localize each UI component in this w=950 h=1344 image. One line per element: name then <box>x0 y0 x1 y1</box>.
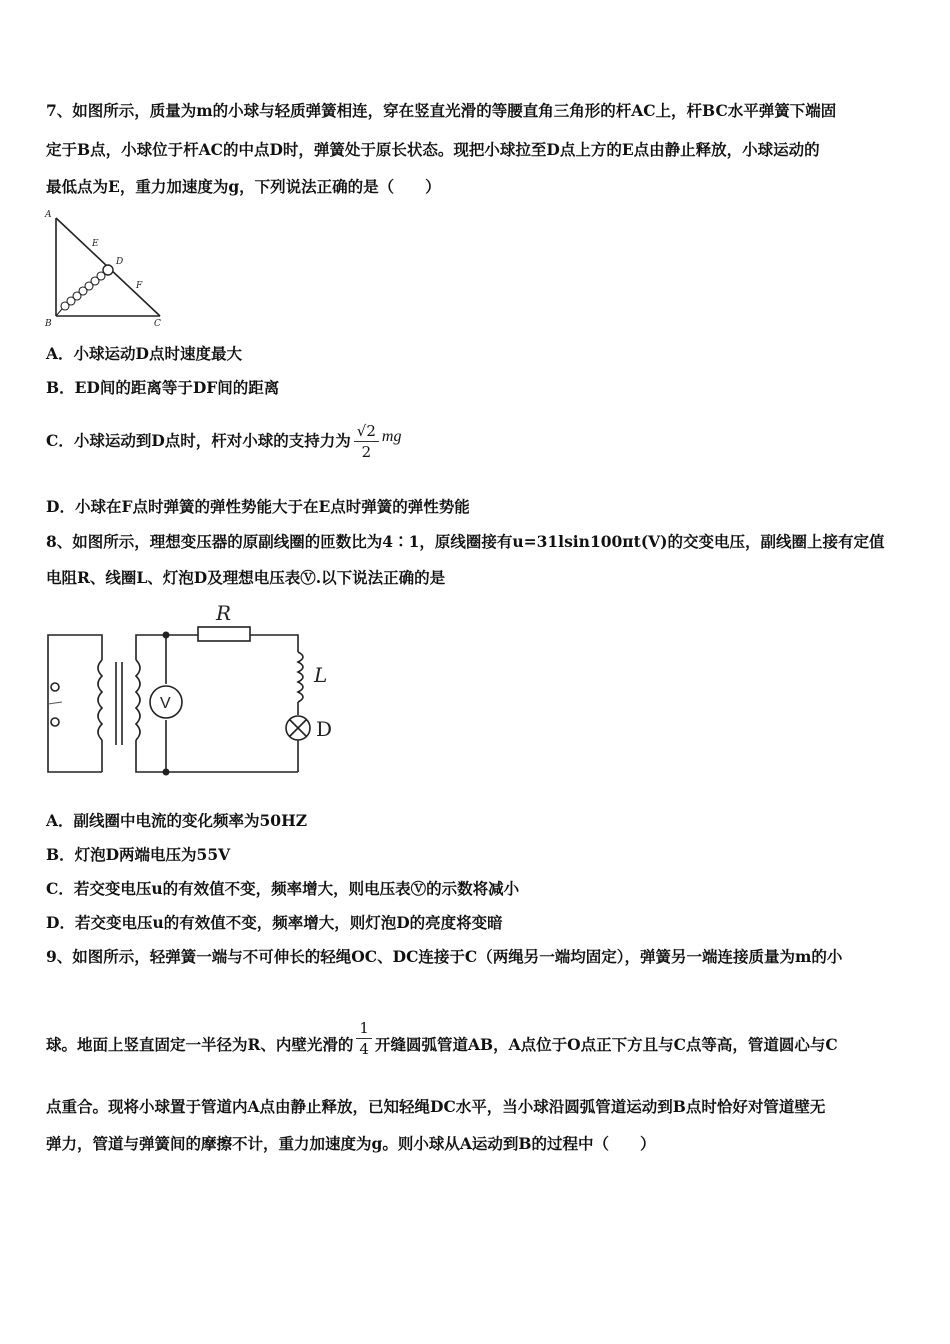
q8-stem-line-1: 8、如图所示，理想变压器的原副线圈的匝数比为4∶1，原线圈接有u=31lsin100πt(V)的交变电压，副线圈上接有定值 <box>46 532 885 551</box>
q7-option-a: A．小球运动D点时速度最大 <box>46 344 242 363</box>
lamp-label: D <box>316 717 333 741</box>
q7-option-b: B．ED间的距离等于DF间的距离 <box>46 378 280 397</box>
q7-option-c-fraction <box>354 421 379 462</box>
spring-coil <box>61 272 105 310</box>
label-a: A <box>45 210 52 220</box>
label-b: B <box>45 319 52 329</box>
fraction-numerator: √2 <box>354 421 379 442</box>
label-c: C <box>154 319 161 329</box>
q9-stem-line-4: 弹力，管道与弹簧间的摩擦不计，重力加速度为g。则小球从A运动到B的过程中（ ） <box>46 1134 656 1153</box>
q8-option-b: B．灯泡D两端电压为55V <box>46 845 231 864</box>
q7-stem-line-1: 7、如图所示，质量为m的小球与轻质弹簧相连，穿在竖直光滑的等腰直角三角形的杆AC上，杆BC水平弹簧下端固 <box>46 101 837 120</box>
q7-stem-line-3: 最低点为E，重力加速度为g，下列说法正确的是（ ） <box>46 177 441 196</box>
fraction-denominator: 2 <box>361 442 372 461</box>
ball <box>103 265 113 275</box>
q9-line-2-prefix: 球。地面上竖直固定一半径为R、内壁光滑的 <box>46 1035 354 1054</box>
q9-quarter-fraction <box>356 1018 372 1059</box>
fraction-denominator: 4 <box>359 1039 369 1058</box>
q8-option-c: C．若交变电压u的有效值不变，频率增大，则电压表Ⓥ的示数将减小 <box>46 879 520 898</box>
q9-line-2-suffix: 开缝圆弧管道AB，A点位于O点正下方且与C点等高，管道圆心与C <box>374 1035 838 1054</box>
q7-option-c-mg: mg <box>381 428 402 445</box>
q8-circuit-figure <box>40 600 350 782</box>
q8-option-d: D．若交变电压u的有效值不变，频率增大，则灯泡D的亮度将变暗 <box>46 913 503 932</box>
q9-stem-line-2 <box>46 1012 838 1064</box>
label-f: F <box>136 281 143 291</box>
label-e: E <box>92 239 99 249</box>
q7-option-d: D．小球在F点时弹簧的弹性势能大于在E点时弹簧的弹性势能 <box>46 497 470 516</box>
voltmeter-label: V <box>160 695 171 712</box>
q8-option-a: A．副线圈中电流的变化频率为50HZ <box>46 811 308 830</box>
q7-stem-line-2: 定于B点，小球位于杆AC的中点D时，弹簧处于原长状态。现把小球拉至D点上方的E点由静止释放，小球运动的 <box>46 140 820 159</box>
resistor-label: R <box>216 601 232 625</box>
q9-stem-line-1: 9、如图所示，轻弹簧一端与不可伸长的轻绳OC、DC连接于C（两绳另一端均固定），弹簧另一端连接质量为m的小 <box>46 947 843 966</box>
inductor-label: L <box>314 663 328 687</box>
q7-option-c-text: C．小球运动到D点时，杆对小球的支持力为 <box>46 431 351 450</box>
q8-stem-line-2: 电阻R、线圈L、灯泡D及理想电压表Ⓥ.以下说法正确的是 <box>46 568 446 587</box>
q9-stem-line-3: 点重合。现将小球置于管道内A点由静止释放，已知轻绳DC水平，当小球沿圆弧管道运动到B点时恰好对管道壁无 <box>46 1097 826 1116</box>
label-d: D <box>116 257 124 267</box>
fraction-numerator: 1 <box>356 1018 372 1039</box>
q7-option-c <box>46 416 401 466</box>
q7-triangle-figure <box>40 208 170 330</box>
